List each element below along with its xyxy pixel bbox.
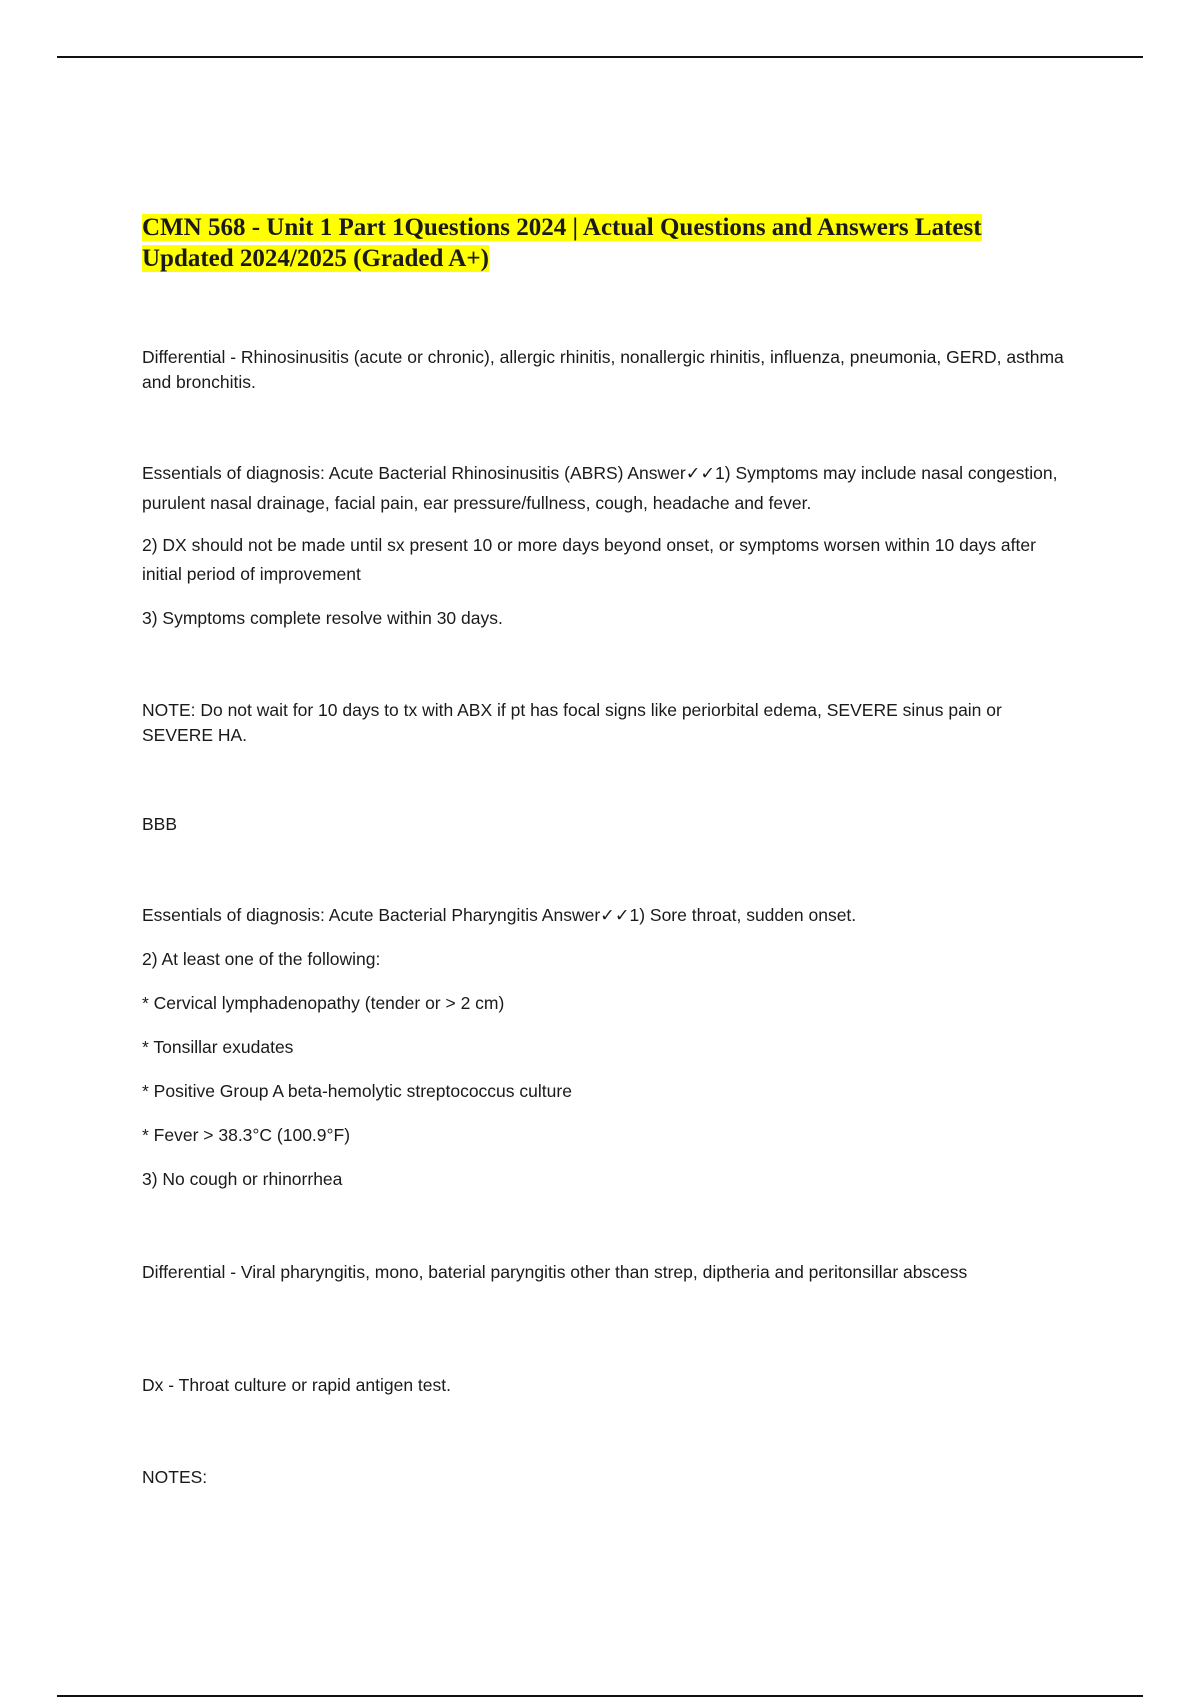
pharyngitis-point-3: 3) No cough or rhinorrhea — [142, 1169, 343, 1189]
top-rule — [57, 56, 1143, 58]
criterion-exudates: * Tonsillar exudates — [142, 1037, 294, 1057]
abrs-point-2: 2) DX should not be made until sx present 10 or more days beyond onset, or symptoms worsen within 10 days after initial period of improvement — [142, 535, 1036, 584]
differential-rhinosinusitis: Differential - Rhinosinusitis (acute or chronic), allergic rhinitis, nonallergic rhinitis, influenza, pneumonia, GERD, asthma and bronchitis. — [142, 347, 1064, 392]
criterion-lymphadenopathy: * Cervical lymphadenopathy (tender or > 2 cm) — [142, 993, 505, 1013]
criterion-fever: * Fever > 38.3°C (100.9°F) — [142, 1125, 351, 1145]
essentials-pharyngitis: Essentials of diagnosis: Acute Bacterial Pharyngitis Answer✓✓1) Sore throat, sudden onset. — [142, 905, 857, 925]
pharyngitis-point-2: 2) At least one of the following: — [142, 949, 381, 969]
title-highlight: CMN 568 - Unit 1 Part 1Questions 2024 | Actual Questions and Answers Latest Updated 2024/2025 (Graded A+) — [142, 214, 982, 272]
bottom-rule — [57, 1695, 1143, 1697]
abrs-note: NOTE: Do not wait for 10 days to tx with ABX if pt has focal signs like periorbital edema, SEVERE sinus pain or SEVERE HA. — [142, 700, 1002, 745]
dx-throat-culture: Dx - Throat culture or rapid antigen test. — [142, 1375, 451, 1395]
bbb-label: BBB — [142, 814, 178, 834]
essentials-abrs: Essentials of diagnosis: Acute Bacterial Rhinosinusitis (ABRS) Answer✓✓1) Symptoms may include nasal congestion, purulent nasal drainage, facial pain, ear pressure/fullness, cough, headache and fever. — [142, 463, 1058, 513]
abrs-point-3: 3) Symptoms complete resolve within 30 days. — [142, 608, 503, 628]
notes-label: NOTES: — [142, 1467, 208, 1487]
differential-pharyngitis: Differential - Viral pharyngitis, mono, baterial paryngitis other than strep, diptheria and peritonsillar abscess — [142, 1262, 968, 1282]
criterion-strep-culture: * Positive Group A beta-hemolytic streptococcus culture — [142, 1081, 572, 1101]
document-title — [142, 212, 1072, 274]
